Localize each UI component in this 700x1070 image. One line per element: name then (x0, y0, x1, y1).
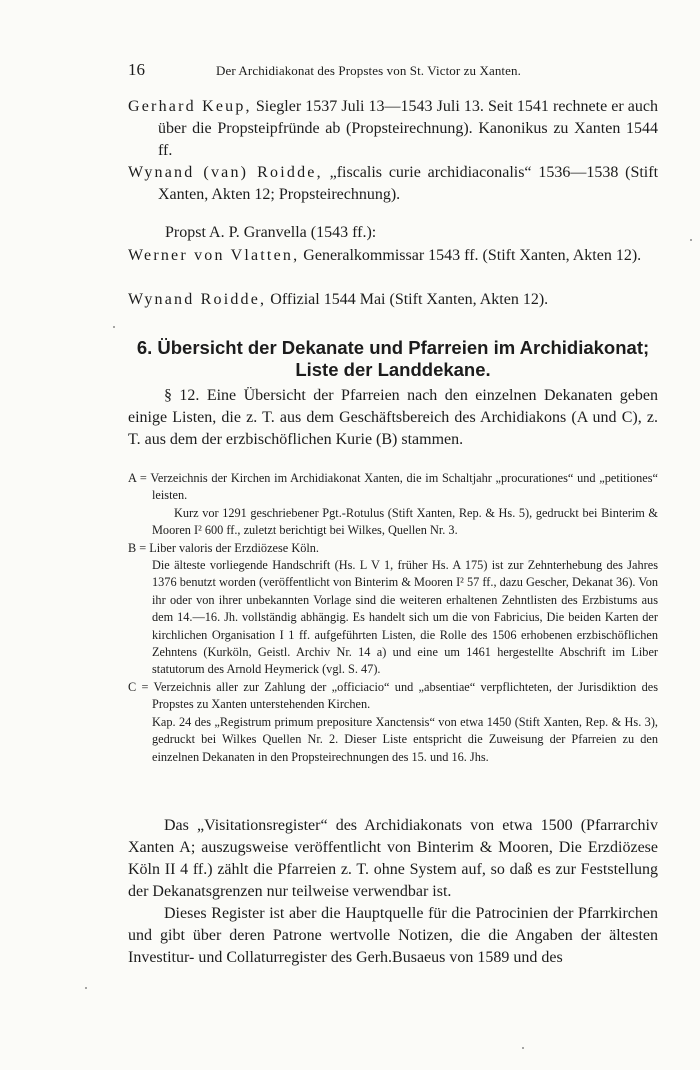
official-text: „fiscalis curie archidiaconalis“ 1536—1538 (Stift Xanten, Akten 12; Propsteirechnung). (158, 164, 659, 203)
footnote-b-detail: Die älteste vorliegende Handschrift (Hs. L V 1, früher Hs. A 175) ist zur Zehnterhebung des Jahres 1376 benutzt worden (veröffentlicht von Binterim & Mooren I² 57 ff., dazu Gescher, Dekanat 36). Von ihr oder von ihrer unbekannten Vorlage sind die weiteren erhaltenen Zehntlisten des Erzbistums aus dem 14.—16. Jh. vollständig abhängig. Es handelt sich um die von Fabricius, Die beiden Karten der kirchlichen Organisation I 1 ff. aufgeführten Listen, die Rolle des 1506 erhobenen erzbischöflichen Zehntens (Kurköln, Geistl. Archiv Nr. 14 a) und eine um 1461 hergestellte Abschrift im Liber statutorum des Arnold Heymerick (vgl. S. 47). (152, 558, 658, 677)
paragraph-visitationsregister: Das „Visitationsregister“ des Archidiakonats von etwa 1500 (Pfarrarchiv Xanten A; auszugsweise veröffentlicht von Binterim & Mooren, Die Erzdiözese Köln II 4 ff.) zählt die Pfarreien z. T. ohne System auf, so daß es zur Feststellung der Dekanatsgrenzen nur teilweise verwendbar ist. (128, 817, 658, 900)
official-text: Generalkommissar 1543 ff. (Stift Xanten, Akten 12). (299, 247, 642, 264)
official-text: Siegler 1537 Juli 13—1543 Juli 13. Seit 1541 rechnete er auch über die Propsteipfründe ab (Propsteirechnung). Kanonikus zu Xanten 1544 ff. (158, 98, 658, 159)
official-name: Gerhard Keup, (128, 98, 252, 115)
page-number: 16 (128, 60, 145, 79)
running-title: Der Archidiakonat des Propstes von St. Victor zu Xanten. (216, 63, 521, 78)
official-name: Werner von Vlatten, (128, 247, 300, 264)
official-entry-vlatten (128, 245, 658, 267)
footnote-a-detail: Kurz vor 1291 geschriebener Pgt.-Rotulus (Stift Xanten, Rep. & Hs. 5), gedruckt bei Binterim & Mooren I² 600 ff., zuletzt berichtigt bei Wilkes, Quellen Nr. 3. (152, 505, 658, 538)
paragraph-register-patrocinien: Dieses Register ist aber die Hauptquelle für die Patrocinien der Pfarrkirchen und gibt über deren Patrone wertvolle Notizen, die die Angaben der ältesten Investitur- und Collaturregister des Gerh.Busaeus von 1589 und des (128, 905, 658, 966)
section-heading (128, 337, 658, 381)
paper-speck (85, 987, 87, 989)
official-entry-roidde (128, 162, 658, 206)
footnote-list (128, 470, 658, 766)
official-entry-roidde-2 (128, 289, 658, 311)
official-text: Offizial 1544 Mai (Stift Xanten, Akten 12). (266, 291, 549, 308)
paper-speck (113, 326, 115, 328)
section-heading-line-2: Liste der Landdekane. (295, 359, 491, 380)
paper-speck (522, 1047, 524, 1049)
page-header (128, 60, 658, 82)
section-heading-line-1: 6. Übersicht der Dekanate und Pfarreien im Archidiakonat; (136, 337, 650, 358)
official-entry-keup (128, 96, 658, 162)
footnote-c-label: C = Verzeichnis aller zur Zahlung der „officiacio“ und „absentiae“ verpflichteten, der Jurisdiktion des Propstes zu Xanten unterstehenden Kirchen. (128, 679, 658, 712)
propst-heading: Propst A. P. Granvella (1543 ff.): (165, 224, 377, 241)
official-name: Wynand (van) Roidde, (128, 164, 323, 181)
paper-speck (690, 239, 692, 241)
footnote-a-label: A = Verzeichnis der Kirchen im Archidiakonat Xanten, die im Schaltjahr „procurationes“ und „petitiones“ leisten. (128, 471, 658, 503)
official-name: Wynand Roidde, (128, 291, 267, 308)
footnote-b-label: B = Liber valoris der Erzdiözese Köln. (128, 540, 319, 555)
footnote-c-detail: Kap. 24 des „Registrum primum prepositure Xanctensis“ von etwa 1450 (Stift Xanten, Rep. & Hs. 3), gedruckt bei Wilkes Quellen Nr. 2. Dieser Liste entspricht die Zuweisung der Pfarreien zu den einzelnen Dekanaten in den Propsteirechnungen des 15. und 16. Jhs. (152, 714, 658, 764)
intro-paragraph: § 12. Eine Übersicht der Pfarreien nach den einzelnen Dekanaten geben einige Listen, die z. T. aus dem Geschäftsbereich des Archidiakons (A und C), z. T. aus dem der erzbischöflichen Kurie (B) stammen. (128, 387, 658, 448)
